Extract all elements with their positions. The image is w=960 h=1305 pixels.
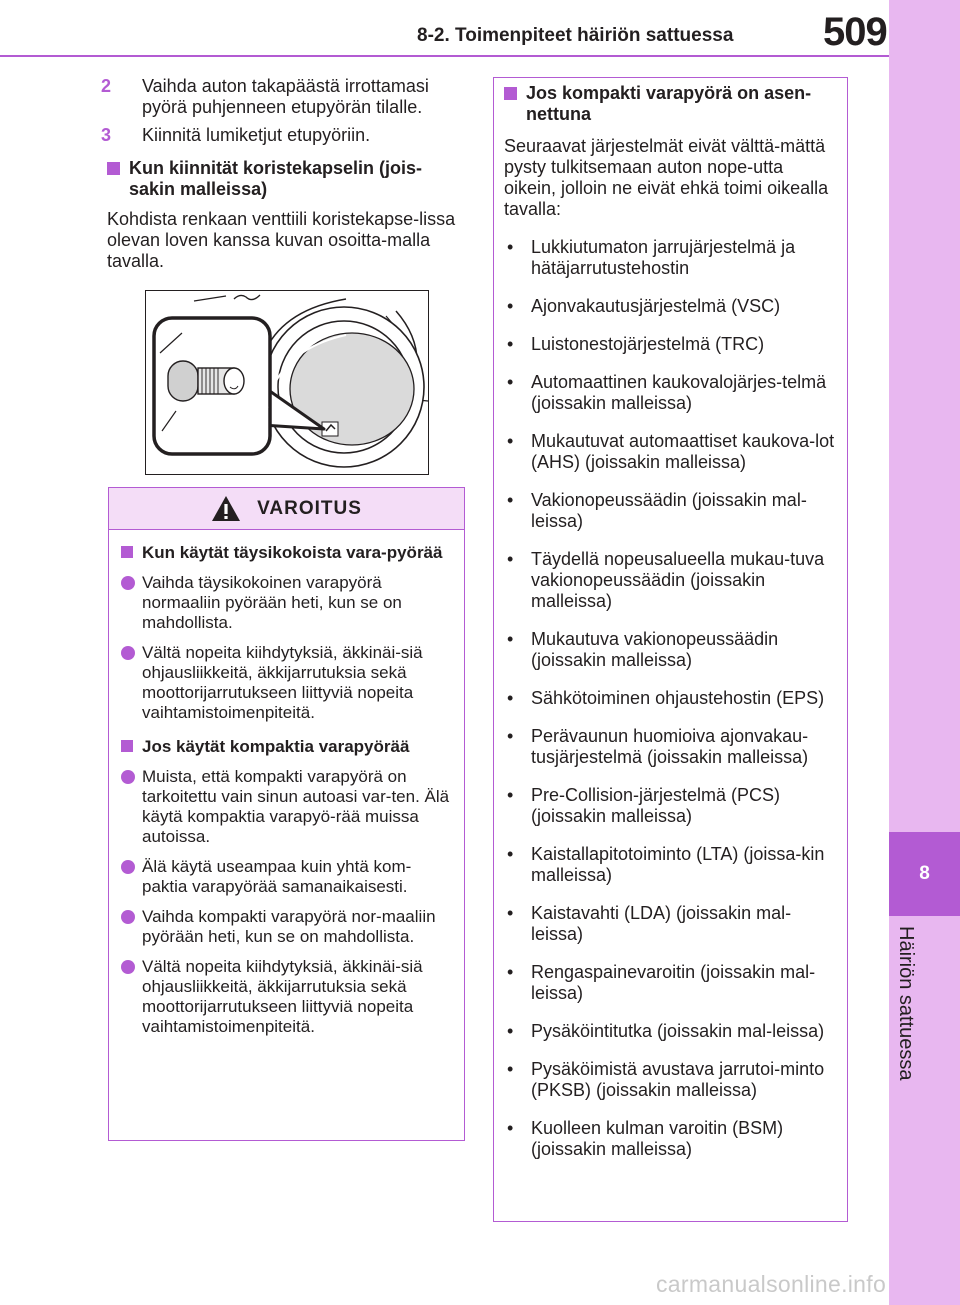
list-item: • Rengaspainevaroitin (joissakin mal-leissa) xyxy=(504,962,837,1004)
systems-list xyxy=(504,237,837,1160)
list-item: • Mukautuva vakionopeussäädin (joissakin malleissa) xyxy=(504,629,837,671)
warning-item-text: Vältä nopeita kiihdytyksiä, äkkinäi-siä ohjausliikkeitä, äkkijarrutuksia sekä moottorijarrutukseen liittyviä nopeita vaihtamistoimenpiteitä. xyxy=(142,957,423,1036)
wheel-cap-drawing xyxy=(146,291,428,474)
step-2 xyxy=(101,76,465,118)
warning-item xyxy=(121,907,452,947)
chapter-number-tab: 8 xyxy=(889,832,960,916)
warning-item xyxy=(121,643,452,723)
list-item: • Kaistavahti (LDA) (joissakin mal-leissa) xyxy=(504,903,837,945)
circle-bullet-icon xyxy=(121,576,135,590)
list-item: • Kuolleen kulman varoitin (BSM) (joissakin malleissa) xyxy=(504,1118,837,1160)
square-bullet-icon xyxy=(504,87,517,100)
compact-spare-box xyxy=(493,77,848,1222)
circle-bullet-icon xyxy=(121,960,135,974)
warning-item-text: Muista, että kompakti varapyörä on tarkoitettu vain sinun autoasi var-ten. Älä käytä kompaktia varapyö-rää muissa autoissa. xyxy=(142,767,450,846)
square-bullet-icon xyxy=(107,162,120,175)
warning-item-text: Vaihda kompakti varapyörä nor-maaliin pyörään heti, kun se on mahdollista. xyxy=(142,907,436,946)
wheel-cap-text: Kohdista renkaan venttiili koristekapse-lissa olevan loven kanssa kuvan osoitta-malla tavalla. xyxy=(107,209,456,271)
warning-header xyxy=(109,488,464,530)
wheel-cap-heading xyxy=(107,158,465,200)
list-item: • Pre-Collision-järjestelmä (PCS) (joissakin malleissa) xyxy=(504,785,837,827)
square-bullet-icon xyxy=(121,740,133,752)
compact-spare-heading xyxy=(504,83,837,125)
step-text: Vaihda auton takapäästä irrottamasi pyörä puhjenneen etupyörän tilalle. xyxy=(142,76,429,117)
warning-group-heading-text: Kun käytät täysikokoista vara-pyörää xyxy=(142,543,443,562)
list-item: • Luistonestojärjestelmä (TRC) xyxy=(504,334,837,355)
wheel-cap-heading-text: Kun kiinnität koristekapselin (jois-sakin malleissa) xyxy=(129,158,423,199)
warning-triangle-icon xyxy=(211,495,241,522)
warning-item-text: Vältä nopeita kiihdytyksiä, äkkinäi-siä ohjausliikkeitä, äkkijarrutuksia sekä moottorijarrutukseen liittyviä nopeita vaihtamistoimenpiteitä. xyxy=(142,643,423,722)
step-number: 2 xyxy=(101,76,112,96)
warning-item xyxy=(121,767,452,847)
compact-spare-heading-text: Jos kompakti varapyörä on asen-nettuna xyxy=(526,83,812,124)
wheel-cap-illustration xyxy=(145,290,429,475)
list-item: • Pysäköimistä avustava jarrutoi-minto (PKSB) (joissakin malleissa) xyxy=(504,1059,837,1101)
compact-spare-content xyxy=(494,78,847,1160)
header-divider xyxy=(0,55,889,57)
list-item: • Pysäköintitutka (joissakin mal-leissa) xyxy=(504,1021,837,1042)
list-item: • Vakionopeussäädin (joissakin mal-leissa) xyxy=(504,490,837,532)
warning-item-text: Älä käytä useampaa kuin yhtä kom-paktia varapyörää samanaikaisesti. xyxy=(142,857,412,896)
left-column xyxy=(101,76,465,272)
chapter-title-vertical: Häiriön sattuessa xyxy=(895,926,917,1081)
circle-bullet-icon xyxy=(121,910,135,924)
chapter-sidebar xyxy=(889,0,960,1305)
warning-group-heading xyxy=(121,737,452,757)
warning-item xyxy=(121,957,452,1037)
warning-group-heading-text: Jos käytät kompaktia varapyörää xyxy=(142,737,410,756)
step-text: Kiinnitä lumiketjut etupyöriin. xyxy=(142,125,371,145)
warning-item xyxy=(121,573,452,633)
list-item: • Perävaunun huomioiva ajonvakau-tusjärjestelmä (joissakin malleissa) xyxy=(504,726,837,768)
warning-body xyxy=(109,530,464,1037)
circle-bullet-icon xyxy=(121,860,135,874)
list-item: • Automaattinen kaukovalojärjes-telmä (joissakin malleissa) xyxy=(504,372,837,414)
section-title: 8-2. Toimenpiteet häiriön sattuessa xyxy=(417,25,734,46)
list-item: • Kaistallapitotoiminto (LTA) (joissa-kin malleissa) xyxy=(504,844,837,886)
list-item: • Ajonvakautusjärjestelmä (VSC) xyxy=(504,296,837,317)
square-bullet-icon xyxy=(121,546,133,558)
compact-spare-intro: Seuraavat järjestelmät eivät välttä-mättä pysty tulkitsemaan auton nope-utta oikein, jolloin ne eivät ehkä toimi oikealla tavalla: xyxy=(504,136,829,219)
warning-item xyxy=(121,857,452,897)
list-item: • Mukautuvat automaattiset kaukova-lot (AHS) (joissakin malleissa) xyxy=(504,431,837,473)
list-item: • Täydellä nopeusalueella mukau-tuva vakionopeussäädin (joissakin malleissa) xyxy=(504,549,837,612)
step-3 xyxy=(101,125,465,146)
warning-group-heading xyxy=(121,543,452,563)
watermark: carmanualsonline.info xyxy=(656,1271,887,1297)
circle-bullet-icon xyxy=(121,646,135,660)
page-number: 509 xyxy=(823,10,887,54)
circle-bullet-icon xyxy=(121,770,135,784)
warning-item-text: Vaihda täysikokoinen varapyörä normaaliin pyörään heti, kun se on mahdollista. xyxy=(142,573,402,632)
list-item: • Lukkiutumaton jarrujärjestelmä ja hätäjarrutustehostin xyxy=(504,237,837,279)
step-number: 3 xyxy=(101,125,112,145)
warning-box xyxy=(108,487,465,1141)
warning-title: VAROITUS xyxy=(257,497,362,519)
list-item: • Sähkötoiminen ohjaustehostin (EPS) xyxy=(504,688,837,709)
